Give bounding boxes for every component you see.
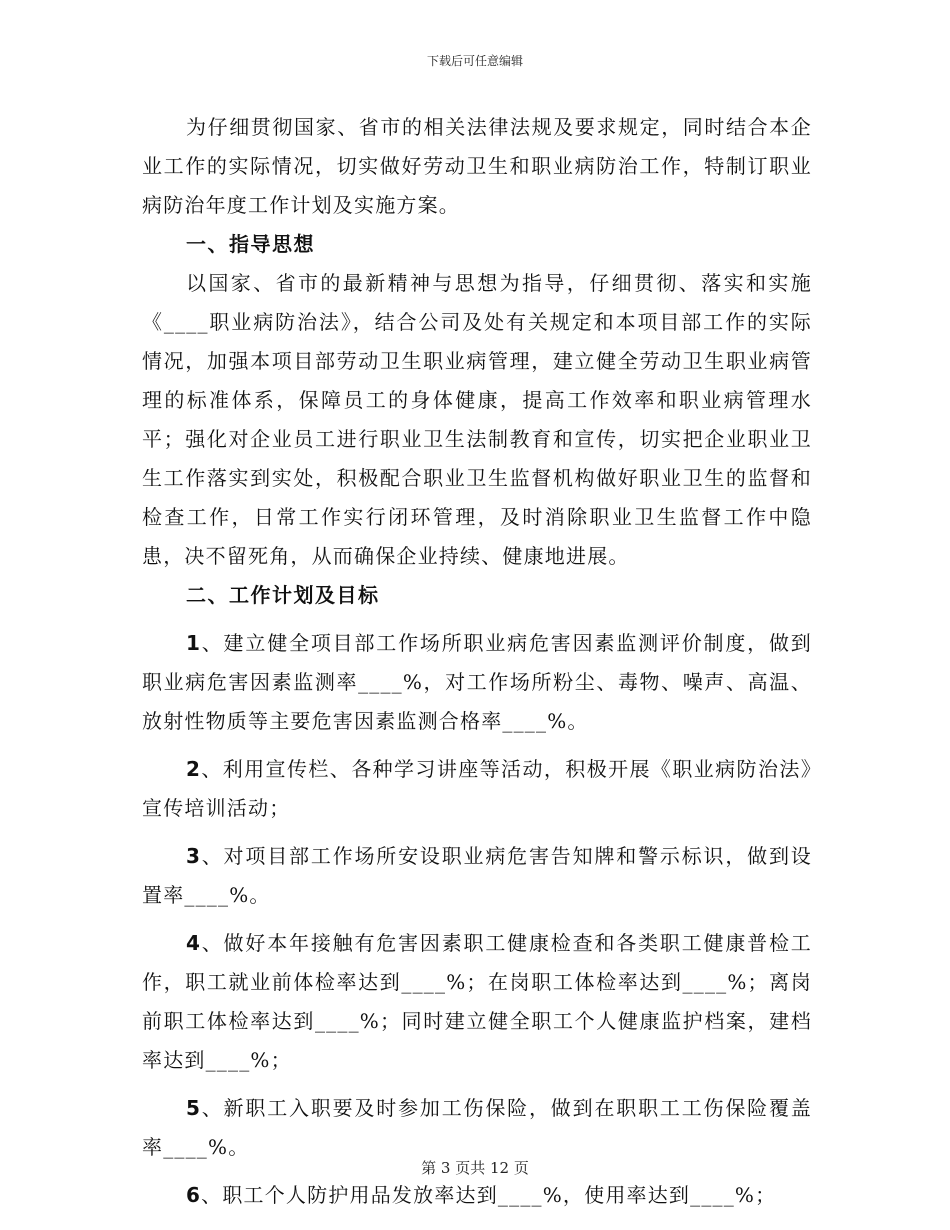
- item-number: 4: [186, 931, 202, 955]
- item-number: 3: [186, 844, 202, 868]
- plan-item-1: [142, 624, 812, 741]
- item-text: 、利用宣传栏、各种学习讲座等活动，积极开展《职业病防治法》宣传培训活动；: [142, 757, 812, 820]
- document-body: [142, 108, 812, 1215]
- item-number: 6: [186, 1183, 202, 1207]
- page-header: 下载后可任意编辑: [426, 54, 523, 68]
- item-number: 1: [186, 631, 202, 655]
- plan-item-6: [142, 1176, 812, 1215]
- guiding-ideology-paragraph: 以国家、省市的最新精神与思想为指导，仔细贯彻、落实和实施《____职业病防治法》，结合公司及处有关规定和本项目部工作的实际情况，加强本项目部劳动卫生职业病管理，建立健全劳动卫生职业病管理的标准体系，保障员工的身体健康，提高工作效率和职业病管理水平；强化对企业员工进行职业卫生法制教育和宣传，切实把企业职业卫生工作落实到实处，积极配合职业卫生监督机构做好职业卫生的监督和检查工作，日常工作实行闭环管理，及时消除职业卫生监督工作中隐患，决不留死角，从而确保企业持续、健康地进展。: [142, 271, 812, 568]
- section-heading-guiding-ideology: 一、指导思想: [186, 232, 315, 256]
- section-heading-work-plan: 二、工作计划及目标: [186, 583, 380, 607]
- item-number: 5: [186, 1096, 202, 1120]
- item-text: 、对项目部工作场所安设职业病危害告知牌和警示标识，做到设置率____%。: [142, 844, 812, 907]
- plan-item-4: [142, 924, 812, 1080]
- item-text: 、职工个人防护用品发放率达到____%，使用率达到____%；: [201, 1183, 777, 1207]
- intro-paragraph: 为仔细贯彻国家、省市的相关法律法规及要求规定，同时结合本企业工作的实际情况，切实做好劳动卫生和职业病防治工作，特制订职业病防治年度工作计划及实施方案。: [142, 115, 812, 217]
- plan-item-5: [142, 1089, 812, 1167]
- plan-item-3: [142, 837, 812, 915]
- page-footer: 第 3 页共 12 页: [421, 1159, 529, 1177]
- item-text: 、做好本年接触有危害因素职工健康检查和各类职工健康普检工作，职工就业前体检率达到____%；在岗职工体检率达到____%；离岗前职工体检率达到____%；同时建立健全职工个人健康监护档案，建档率达到____%；: [142, 931, 812, 1072]
- item-number: 2: [186, 757, 202, 781]
- item-text: 、新职工入职要及时参加工伤保险，做到在职职工工伤保险覆盖率____%。: [142, 1096, 812, 1159]
- item-text: 、建立健全项目部工作场所职业病危害因素监测评价制度，做到职业病危害因素监测率____%，对工作场所粉尘、毒物、噪声、高温、放射性物质等主要危害因素监测合格率____%。: [142, 631, 812, 733]
- plan-item-2: [142, 750, 812, 828]
